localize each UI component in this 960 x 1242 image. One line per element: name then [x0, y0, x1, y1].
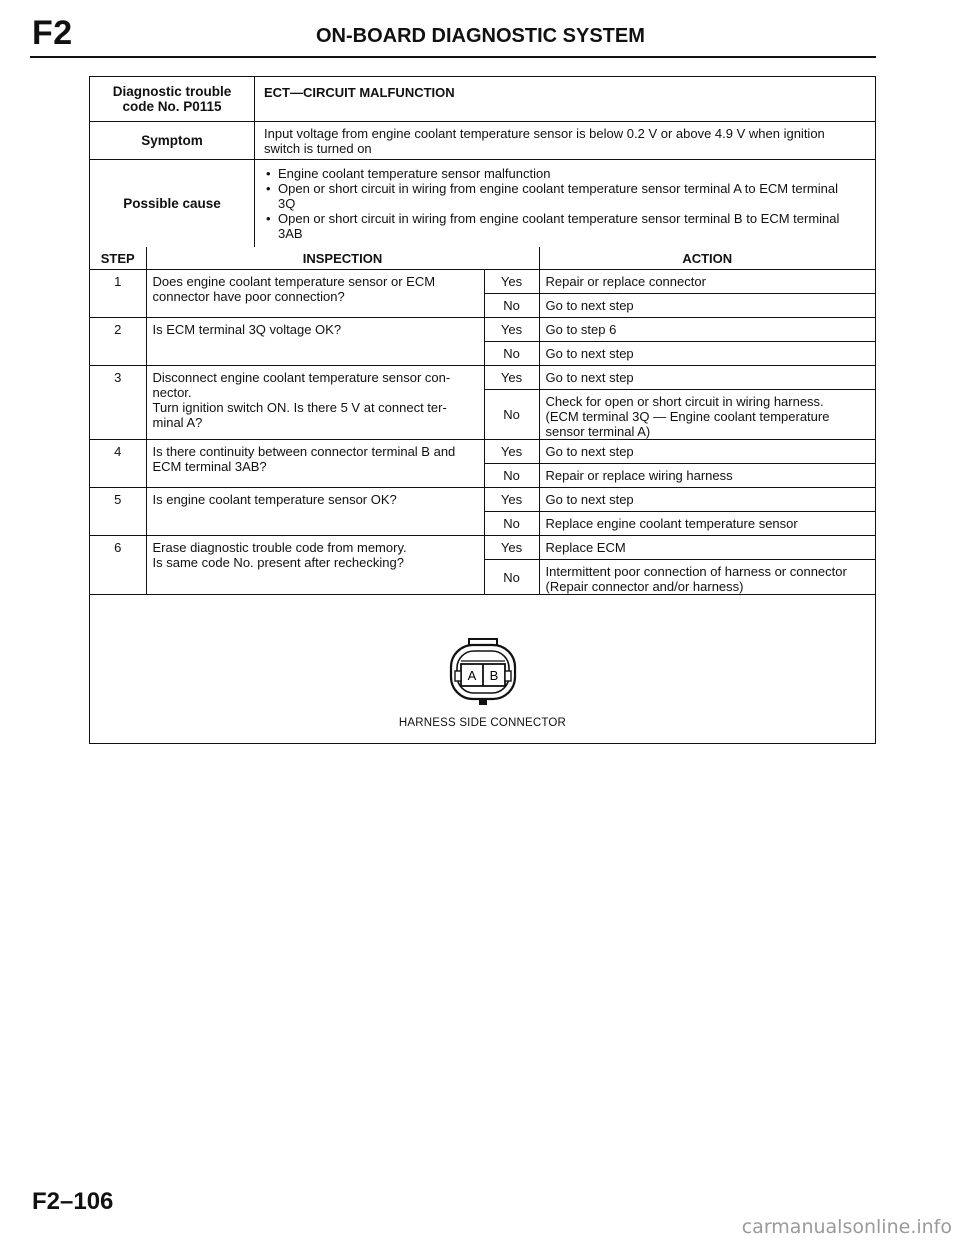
result-yes: Yes: [484, 536, 539, 560]
action-line: Go to next step: [545, 444, 634, 459]
symptom-value: [264, 122, 869, 159]
inspection-text: [146, 488, 484, 536]
possible-cause-row: [90, 160, 875, 247]
inspection-line: Disconnect engine coolant temperature sensor con-: [152, 370, 451, 385]
step-number: 2: [90, 318, 146, 366]
inspection-line: Is engine coolant temperature sensor OK?: [152, 492, 397, 507]
action-text: [539, 536, 875, 560]
page-title: ON-BOARD DIAGNOSTIC SYSTEM: [316, 25, 645, 47]
action-text: [539, 390, 875, 440]
result-no: No: [484, 560, 539, 595]
header-action: ACTION: [539, 247, 875, 270]
watermark: carmanualsonline.info: [741, 1216, 952, 1238]
inspection-text: [146, 366, 484, 440]
possible-cause-list: [264, 166, 869, 241]
result-no: No: [484, 464, 539, 488]
action-line: Repair or replace wiring harness: [545, 468, 733, 483]
inspection-line: nector.: [152, 385, 192, 400]
inspection-text: [146, 536, 484, 595]
action-line: Go to step 6: [545, 322, 617, 337]
inspection-table-body: [90, 270, 875, 595]
action-text: [539, 366, 875, 390]
possible-cause-line: • Engine coolant temperature sensor malfunction: [278, 166, 551, 181]
header-inspection: INSPECTION: [146, 247, 539, 270]
inspection-line: Erase diagnostic trouble code from memory.: [152, 540, 407, 555]
table-row: [90, 536, 875, 560]
diagnostic-procedure-frame: [89, 76, 876, 744]
result-no: No: [484, 512, 539, 536]
action-line: sensor terminal A): [545, 424, 651, 439]
action-text: [539, 512, 875, 536]
table-row: [90, 488, 875, 512]
inspection-text: [146, 318, 484, 366]
header-step: STEP: [90, 247, 146, 270]
possible-cause-item: [264, 181, 869, 211]
action-text: [539, 440, 875, 464]
symptom-label: Symptom: [90, 122, 255, 159]
dtc-label-line: code No. P0115: [122, 99, 222, 114]
result-no: No: [484, 390, 539, 440]
inspection-text: [146, 270, 484, 318]
action-line: Replace ECM: [545, 540, 626, 555]
action-line: Go to next step: [545, 346, 634, 361]
result-yes: Yes: [484, 440, 539, 464]
action-text: [539, 488, 875, 512]
result-no: No: [484, 294, 539, 318]
possible-cause-list-wrap: [264, 160, 869, 247]
terminal-b-label: B: [489, 668, 499, 683]
table-row: [90, 366, 875, 390]
step-number: 5: [90, 488, 146, 536]
action-text: [539, 560, 875, 595]
action-line: Go to next step: [545, 492, 634, 507]
step-number: 4: [90, 440, 146, 488]
action-line: (ECM terminal 3Q — Engine coolant temperature: [545, 409, 830, 424]
result-yes: Yes: [484, 366, 539, 390]
symptom-line: Input voltage from engine coolant temperature sensor is below 0.2 V or above 4.9 V when ignition: [264, 125, 825, 141]
inspection-text: [146, 440, 484, 488]
inspection-line: Is same code No. present after rechecking?: [152, 555, 404, 570]
action-text: [539, 464, 875, 488]
dtc-label: [90, 77, 255, 121]
action-text: [539, 294, 875, 318]
result-yes: Yes: [484, 488, 539, 512]
page-number: F2–106: [32, 1188, 114, 1215]
inspection-line: Does engine coolant temperature sensor or ECM: [152, 274, 436, 289]
action-line: Check for open or short circuit in wiring harness.: [545, 394, 824, 409]
action-line: Replace engine coolant temperature sensor: [545, 516, 798, 531]
action-line: Repair or replace connector: [545, 274, 706, 289]
inspection-line: connector have poor connection?: [152, 289, 345, 304]
step-number: 6: [90, 536, 146, 595]
terminal-a-label: A: [467, 668, 477, 683]
dtc-label-line: Diagnostic trouble: [112, 84, 232, 99]
harness-connector-icon: [445, 637, 521, 709]
dtc-row: [90, 77, 875, 122]
section-code: F2: [32, 14, 73, 52]
step-number: 1: [90, 270, 146, 318]
table-row: [90, 318, 875, 342]
possible-cause-line: • Open or short circuit in wiring from engine coolant temperature sensor terminal B to ECM terminal: [278, 211, 840, 226]
inspection-line: minal A?: [152, 415, 203, 430]
action-text: [539, 270, 875, 294]
possible-cause-line: • Open or short circuit in wiring from engine coolant temperature sensor terminal A to ECM terminal: [278, 181, 838, 196]
inspection-line: Is there continuity between connector terminal B and: [152, 444, 456, 459]
connector-caption: HARNESS SIDE CONNECTOR: [398, 717, 567, 729]
result-yes: Yes: [484, 318, 539, 342]
step-number: 3: [90, 366, 146, 440]
symptom-line: switch is turned on: [264, 140, 372, 156]
connector-diagram-area: [90, 601, 875, 743]
inspection-table: [90, 247, 875, 595]
possible-cause-line: 3AB: [278, 226, 303, 241]
result-yes: Yes: [484, 270, 539, 294]
action-line: Go to next step: [545, 370, 634, 385]
possible-cause-item: [264, 166, 869, 181]
table-row: [90, 270, 875, 294]
action-text: [539, 342, 875, 366]
possible-cause-label: Possible cause: [90, 160, 255, 247]
action-line: (Repair connector and/or harness): [545, 579, 744, 594]
inspection-line: ECM terminal 3AB?: [152, 459, 267, 474]
symptom-row: [90, 122, 875, 160]
inspection-line: Is ECM terminal 3Q voltage OK?: [152, 322, 342, 337]
table-header-row: [90, 247, 875, 270]
header-rule: [30, 56, 876, 58]
action-line: Intermittent poor connection of harness or connector: [545, 564, 847, 579]
inspection-line: Turn ignition switch ON. Is there 5 V at connect ter-: [152, 400, 447, 415]
dtc-value: ECT—CIRCUIT MALFUNCTION: [264, 85, 455, 100]
result-no: No: [484, 342, 539, 366]
table-row: [90, 440, 875, 464]
possible-cause-item: [264, 211, 869, 241]
possible-cause-line: 3Q: [278, 196, 296, 211]
action-text: [539, 318, 875, 342]
action-line: Go to next step: [545, 298, 634, 313]
